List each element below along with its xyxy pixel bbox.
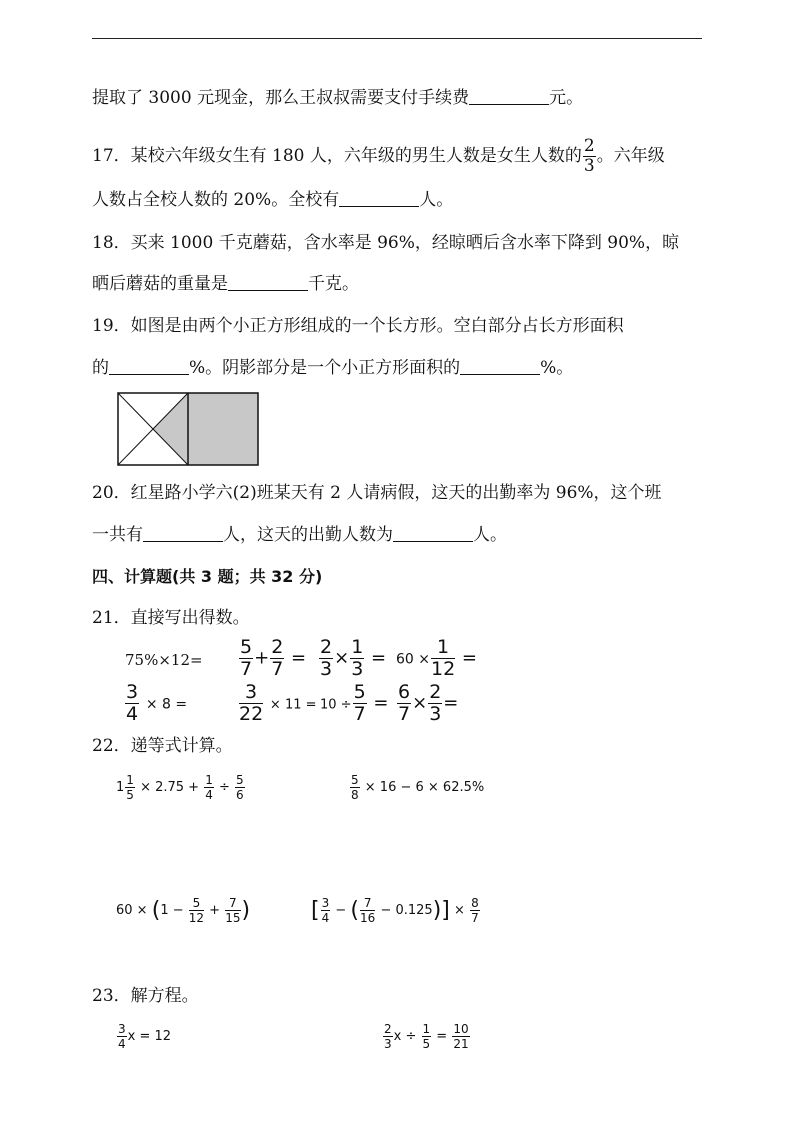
q20-text-b: 一共有 [92,525,143,545]
q21-expr-6: $\frac{3}{22}$ × 11 = [239,681,317,725]
q22-expr-1: 1 $\frac{1}{5}$ × 2.75 + $\frac{1}{4}$ ÷ $\frac{5}{6}$ [116,773,244,802]
answer-blank[interactable] [339,190,419,207]
question-number: 22． [92,736,131,756]
unit: %。 [540,358,574,378]
section-heading: 四、计算题(共 3 题；共 32 分) [92,567,323,586]
shaded-triangle [153,393,188,465]
q19-text-b: 的 [92,358,109,378]
q19-text: 如图是由两个小正方形组成的一个长方形。空白部分占长方形面积 [130,316,624,336]
q18-line-1 [92,232,679,254]
answer-blank[interactable] [393,525,473,542]
answer-blank[interactable] [109,358,189,375]
q20-line-2 [92,524,507,546]
answer-blank[interactable] [460,358,540,375]
question-number: 19． [92,316,131,336]
q16-line [92,87,583,109]
question-number: 20． [92,483,131,503]
answer-blank[interactable] [469,88,549,105]
unit: 人。 [419,190,454,210]
header-rule [92,38,702,39]
q17-text-c: 人数占全校人数的 20%。全校有 [92,190,340,210]
question-number: 23． [92,986,131,1006]
q21-expr-8: $\frac{6}{7}$ × $\frac{2}{3}$ = [398,681,459,725]
q23-equation-2: $\frac{2}{3}$ x ÷ $\frac{1}{5}$ = $\frac{10}{21}$ [384,1022,469,1051]
q22-expr-2: $\frac{5}{8}$ × 16 − 6 × 62.5% [351,773,485,802]
q22-line [92,735,233,757]
q20-text-mid: 人，这天的出勤人数为 [223,525,393,545]
q19-figure [117,392,260,467]
q23-line [92,985,199,1007]
answer-blank[interactable] [228,274,308,291]
q17-text: 某校六年级女生有 180 人，六年级的男生人数是女生人数的 [130,146,582,166]
q22-expr-4: [ $\frac{3}{4}$ − ( $\frac{7}{16}$ − 0.125)] × $\frac{8}{7}$ [311,896,479,925]
question-number: 17． [92,146,131,166]
q22-expr-3: 60 × (1 − $\frac{5}{12}$ + $\frac{7}{15}$ ) [116,896,251,925]
question-number: 18． [92,233,131,253]
answer-blank[interactable] [143,525,223,542]
q21-line [92,607,250,629]
q18-text: 买来 1000 千克蘑菇，含水率是 96%，经晾晒后含水率下降到 90%，晾 [130,233,680,253]
q21-expr-7: 10 ÷ $\frac{5}{7}$ = [320,681,389,725]
q17-text-b: 。六年级 [596,146,665,166]
q17-line-2 [92,189,453,211]
q16-text: 提取了 3000 元现金，那么王叔叔需要支付手续费 [92,88,470,108]
q18-text-b: 晒后蘑菇的重量是 [92,274,228,294]
q21-expr-3: $\frac{2}{3}$ × $\frac{1}{3}$ = [320,636,387,680]
unit: 千克。 [308,274,359,294]
q17-line-1 [92,138,665,175]
q19-text-mid: %。阴影部分是一个小正方形面积的 [189,358,461,378]
unit: 人。 [473,525,507,545]
q22-text: 递等式计算。 [130,736,233,756]
unit: 元。 [549,88,584,108]
q18-line-2 [92,273,359,295]
q21-expr-1: 75%×12= [125,651,203,669]
question-number: 21． [92,608,131,628]
q21-expr-4: 60 × $\frac{1}{12}$ = [396,636,478,680]
q23-text: 解方程。 [130,986,199,1006]
q21-expr-5: $\frac{3}{4}$ × 8 = [126,681,188,725]
q20-text: 红星路小学六(2)班某天有 2 人请病假，这天的出勤率为 96%，这个班 [130,483,662,503]
q19-line-1 [92,315,624,337]
q21-text: 直接写出得数。 [130,608,250,628]
q20-line-1 [92,482,662,504]
q21-expr-2: $\frac{5}{7}$ + $\frac{2}{7}$ = [240,636,307,680]
q23-equation-1: $\frac{3}{4}$ x = 12 [118,1022,172,1051]
fraction: $\frac{2}{3}$ [583,136,595,176]
q19-line-2 [92,357,573,379]
shaded-square [188,393,258,465]
